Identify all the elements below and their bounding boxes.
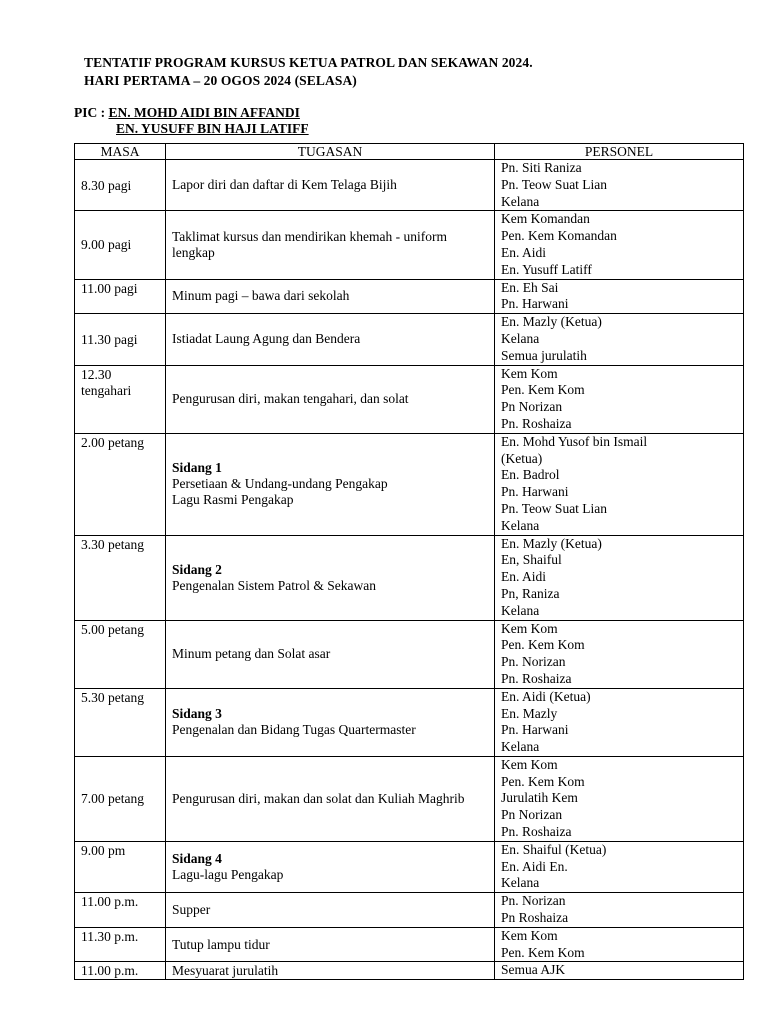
pic-name-2: EN. YUSUFF BIN HAJI LATIFF (116, 121, 309, 136)
cell-personel (495, 160, 744, 211)
personel-name: En. Yusuff Latiff (501, 261, 592, 277)
personel-name: Pn. Harwani (501, 722, 569, 738)
table-row (75, 841, 744, 892)
sidang-label: Sidang 3 (172, 706, 222, 722)
personel-name: En. Eh Sai (501, 279, 559, 295)
cell-tugasan (166, 620, 495, 688)
personel-name: Pn. Roshaiza (501, 415, 572, 431)
personel-name: (Ketua) (501, 450, 543, 466)
personel-name: Pn, Raniza (501, 585, 560, 601)
cell-tugasan (166, 535, 495, 620)
personel-name: En. Aidi (501, 244, 547, 260)
cell-masa: 11.30 pagi (75, 314, 166, 365)
table-row (75, 365, 744, 433)
cell-personel (495, 841, 744, 892)
cell-personel (495, 535, 744, 620)
cell-tugasan (166, 962, 495, 980)
personel-name: Kelana (501, 330, 540, 346)
table-row (75, 756, 744, 841)
cell-personel (495, 893, 744, 928)
personel-name: En. Mazly (Ketua) (501, 535, 602, 551)
cell-masa: 9.00 pagi (75, 211, 166, 279)
tugasan-text: Tutup lampu tidur (172, 936, 270, 952)
pic-name-1: EN. MOHD AIDI BIN AFFANDI (108, 105, 300, 120)
cell-personel (495, 433, 744, 535)
personel-name: Pn. Teow Suat Lian (501, 176, 608, 192)
personel-name: Kem Komandan (501, 211, 590, 227)
personel-name: Pn. Roshaiza (501, 824, 572, 840)
tugasan-text: Minum petang dan Solat asar (172, 646, 331, 662)
table-row (75, 688, 744, 756)
personel-name: Pn. Roshaiza (501, 670, 572, 686)
cell-masa: 12.30 tengahari (75, 365, 166, 433)
table-row (75, 535, 744, 620)
cell-tugasan (166, 893, 495, 928)
tugasan-text: Istiadat Laung Agung dan Bendera (172, 331, 361, 347)
personel-name: En. Aidi (Ketua) (501, 688, 591, 704)
table-row (75, 433, 744, 535)
header-masa: MASA (75, 144, 166, 160)
cell-tugasan (166, 314, 495, 365)
personel-name: Pen. Kem Kom (501, 944, 585, 960)
cell-masa: 5.00 petang (75, 620, 166, 688)
header-personel: PERSONEL (495, 144, 744, 160)
personel-name: Pen. Kem Kom (501, 637, 585, 653)
table-row (75, 211, 744, 279)
personel-name: Pn. Norizan (501, 893, 566, 909)
tugasan-text: Minum pagi – bawa dari sekolah (172, 288, 350, 304)
personel-name: En. Mazly (501, 705, 558, 721)
personel-name: En. Badrol (501, 467, 560, 483)
tugasan-text: Mesyuarat jurulatih (172, 962, 279, 978)
personel-name: En. Aidi (501, 569, 547, 585)
table-row (75, 620, 744, 688)
table-row (75, 962, 744, 980)
table-row (75, 893, 744, 928)
pic-label: PIC : (74, 105, 106, 120)
personel-name: Semua jurulatih (501, 347, 587, 363)
cell-masa: 3.30 petang (75, 535, 166, 620)
table-row (75, 314, 744, 365)
personel-name: Pen. Kem Kom (501, 773, 585, 789)
cell-masa: 11.00 pagi (75, 279, 166, 314)
cell-masa: 8.30 pagi (75, 160, 166, 211)
personel-name: Kem Kom (501, 620, 558, 636)
personel-name: Kelana (501, 739, 540, 755)
personel-name: Jurulatih Kem (501, 790, 578, 806)
schedule-table (74, 143, 744, 980)
cell-tugasan (166, 927, 495, 962)
personel-name: Pn. Harwani (501, 484, 569, 500)
personel-name: En, Shaiful (501, 552, 562, 568)
personel-name: Kem Kom (501, 365, 558, 381)
tugasan-text: Pengenalan Sistem Patrol & Sekawan (172, 577, 376, 593)
cell-masa: 11.00 p.m. (75, 962, 166, 980)
personel-name: Kem Kom (501, 927, 558, 943)
tugasan-text: Lapor diri dan daftar di Kem Telaga Bijih (172, 177, 397, 193)
cell-personel (495, 962, 744, 980)
cell-masa: 9.00 pm (75, 841, 166, 892)
cell-personel (495, 688, 744, 756)
cell-personel (495, 620, 744, 688)
personel-name: Pn. Norizan (501, 654, 566, 670)
header-tugasan: TUGASAN (166, 144, 495, 160)
cell-masa: 11.30 p.m. (75, 927, 166, 962)
personel-name: En. Shaiful (Ketua) (501, 841, 607, 857)
cell-tugasan (166, 433, 495, 535)
cell-personel (495, 365, 744, 433)
sidang-label: Sidang 2 (172, 561, 222, 577)
document-subtitle: HARI PERTAMA – 20 OGOS 2024 (SELASA) (84, 73, 357, 88)
cell-tugasan (166, 756, 495, 841)
cell-tugasan (166, 688, 495, 756)
cell-tugasan (166, 160, 495, 211)
cell-tugasan (166, 211, 495, 279)
pic-line (74, 105, 300, 121)
table-row (75, 279, 744, 314)
table-row (75, 160, 744, 211)
cell-personel (495, 927, 744, 962)
personel-name: En. Aidi En. (501, 858, 568, 874)
cell-personel (495, 314, 744, 365)
table-header-row (75, 144, 744, 160)
tugasan-text: Taklimat kursus dan mendirikan khemah - uniform lengkap (172, 228, 447, 260)
table-row (75, 927, 744, 962)
tugasan-text: Pengurusan diri, makan tengahari, dan solat (172, 391, 409, 407)
personel-name: Semua AJK (501, 962, 566, 978)
personel-name: Pen. Kem Komandan (501, 228, 617, 244)
personel-name: Pn Norizan (501, 399, 563, 415)
personel-name: Pn. Harwani (501, 296, 569, 312)
cell-masa: 5.30 petang (75, 688, 166, 756)
cell-tugasan (166, 841, 495, 892)
sidang-label: Sidang 1 (172, 460, 222, 476)
personel-name: Kem Kom (501, 756, 558, 772)
personel-name: Pn. Siti Raniza (501, 160, 582, 175)
personel-name: Kelana (501, 517, 540, 533)
tugasan-text: Pengenalan dan Bidang Tugas Quartermaster (172, 722, 416, 738)
personel-name: Kelana (501, 602, 540, 618)
cell-masa: 11.00 p.m. (75, 893, 166, 928)
cell-masa: 7.00 petang (75, 756, 166, 841)
tugasan-text: Lagu Rasmi Pengakap (172, 492, 294, 508)
personel-name: En. Mazly (Ketua) (501, 314, 602, 330)
personel-name: Pn Roshaiza (501, 910, 569, 926)
cell-masa: 2.00 petang (75, 433, 166, 535)
personel-name: Pn. Teow Suat Lian (501, 500, 608, 516)
personel-name: En. Mohd Yusof bin Ismail (501, 433, 648, 449)
personel-name: Pn Norizan (501, 807, 563, 823)
cell-personel (495, 279, 744, 314)
sidang-label: Sidang 4 (172, 851, 222, 867)
cell-personel (495, 211, 744, 279)
tugasan-text: Persetiaan & Undang-undang Pengakap (172, 476, 388, 492)
personel-name: Pen. Kem Kom (501, 382, 585, 398)
tugasan-text: Lagu-lagu Pengakap (172, 867, 284, 883)
personel-name: Kelana (501, 875, 540, 891)
personel-name: Kelana (501, 193, 540, 209)
schedule-body (75, 160, 744, 980)
document-title: TENTATIF PROGRAM KURSUS KETUA PATROL DAN SEKAWAN 2024. (84, 55, 533, 70)
cell-personel (495, 756, 744, 841)
tugasan-text: Pengurusan diri, makan dan solat dan Kuliah Maghrib (172, 790, 465, 806)
tugasan-text: Supper (172, 902, 211, 918)
cell-tugasan (166, 279, 495, 314)
cell-tugasan (166, 365, 495, 433)
